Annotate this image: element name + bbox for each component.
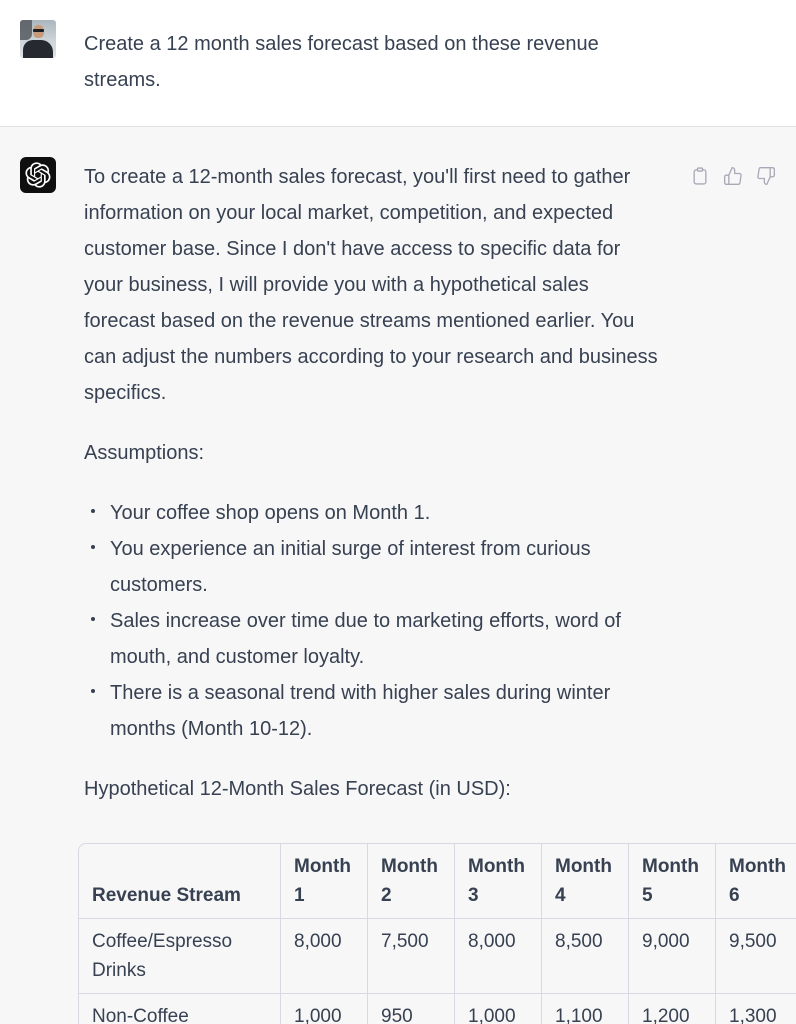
table-row <box>78 919 796 994</box>
message-actions <box>690 165 776 187</box>
table-header-cell: Month 1 <box>281 843 368 919</box>
table-header-cell: Month 5 <box>629 843 716 919</box>
avatar-background <box>20 20 32 40</box>
value-cell: 1,300 <box>716 994 796 1024</box>
thumbs-down-button[interactable] <box>756 165 776 187</box>
value-cell: 8,000 <box>281 919 368 994</box>
value-cell: 1,100 <box>542 994 629 1024</box>
assumption-item: There is a seasonal trend with higher sales during winter months (Month 10-12). <box>84 675 659 747</box>
value-cell: 950 <box>368 994 455 1024</box>
value-cell: 1,000 <box>281 994 368 1024</box>
table-heading: Hypothetical 12-Month Sales Forecast (in USD): <box>84 778 511 800</box>
user-message <box>0 0 796 126</box>
user-message-text: Create a 12 month sales forecast based on these revenue streams. <box>84 33 599 91</box>
table-header-cell: Revenue Stream <box>78 843 281 919</box>
revenue-stream-cell: Coffee/Espresso Drinks <box>78 919 281 994</box>
thumbs-up-button[interactable] <box>723 165 743 187</box>
assumption-item: You experience an initial surge of interest from curious customers. <box>84 531 659 603</box>
table-header-cell: Month 2 <box>368 843 455 919</box>
value-cell: 9,000 <box>629 919 716 994</box>
assumption-item: Your coffee shop opens on Month 1. <box>84 495 659 531</box>
assistant-message <box>0 126 796 1024</box>
avatar-sunglasses <box>33 29 44 32</box>
table-header-cell: Month 6 <box>716 843 796 919</box>
forecast-table-wrapper <box>78 843 786 1024</box>
clipboard-icon <box>690 175 710 190</box>
table-row <box>78 994 796 1024</box>
assumptions-list <box>84 495 659 747</box>
value-cell: 8,500 <box>542 919 629 994</box>
table-body <box>78 919 796 1024</box>
user-avatar <box>20 20 56 58</box>
thumbs-up-icon <box>723 175 743 190</box>
forecast-table <box>78 843 796 1024</box>
value-cell: 9,500 <box>716 919 796 994</box>
revenue-stream-cell: Non-Coffee <box>78 994 281 1024</box>
assumptions-heading: Assumptions: <box>84 442 205 464</box>
assumption-item: Sales increase over time due to marketing efforts, word of mouth, and customer loyalty. <box>84 603 659 675</box>
value-cell: 8,000 <box>455 919 542 994</box>
assistant-message-body <box>84 159 786 1024</box>
value-cell: 1,200 <box>629 994 716 1024</box>
copy-button[interactable] <box>690 165 710 187</box>
table-header-row <box>78 843 796 919</box>
value-cell: 1,000 <box>455 994 542 1024</box>
thumbs-down-icon <box>756 175 776 190</box>
avatar-person <box>23 40 53 58</box>
openai-logo-icon <box>20 157 56 193</box>
intro-paragraph: To create a 12-month sales forecast, you'll first need to gather information on your local market, competition, and expected customer base. Since I don't have access to specific data for your business, I will provide you with a hypothetical sales forecast based on the revenue streams mentioned earlier. You can adjust the numbers according to your research and business specifics. <box>84 166 658 404</box>
table-header-cell: Month 4 <box>542 843 629 919</box>
table-header-cell: Month 3 <box>455 843 542 919</box>
value-cell: 7,500 <box>368 919 455 994</box>
